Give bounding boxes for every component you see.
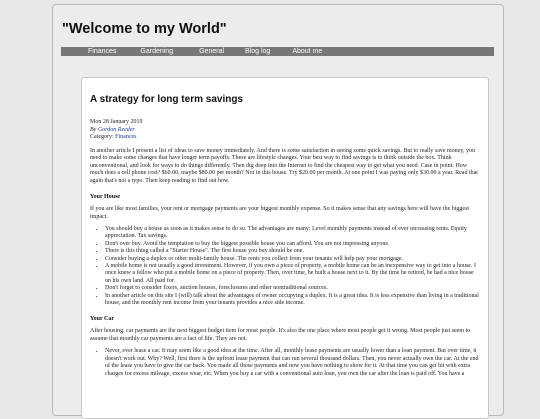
nav-gardening[interactable]: Gardening: [140, 48, 174, 55]
page-container: [52, 4, 504, 416]
by-label: By: [90, 126, 97, 133]
section-heading-car: Your Car: [90, 316, 115, 323]
list-item: • A mobile home is not usually a good investment. However, if you own a piece of property, a mobile home can be an inexpensive way to get into a house. I once knew a fellow who put a mobile home on a piece of property. Then, over time, he built a house next to it. By the time he retired, he had a nice house on his own land. All paid for.: [105, 263, 480, 285]
nav-blog-log[interactable]: Blog log: [245, 48, 271, 55]
section-text-house: If you are like most families, your rent or mortgage payments are your biggest monthly expense. So it makes sense that any savings here will have the biggest impact.: [90, 206, 470, 220]
nav-finances[interactable]: Finances: [88, 48, 117, 55]
list-item: • There is this thing called a "Starter House". The first house you buy should be one.: [105, 248, 480, 255]
list-item: • Never, ever lease a car. It may seem like a good idea at the time. After all, monthly lease payments are usually lower than a loan payment. But over time, it doesn't work out. Why? Well, first there is the upfront lease payment that can run several thousand dollars. Then, you never actually own the car. At the end of the lease you have to give the car back. You made all those payments and now you have nothing to show for it. At that time you can get hit with extra charges for excess mileage, excess wear, etc. When you buy a car with a conventional auto loan, you own the car after the loan is paid off. You have a: [105, 348, 480, 378]
site-title: "Welcome to my World": [62, 21, 227, 37]
post-meta: [90, 119, 480, 142]
nav-general[interactable]: General: [199, 48, 225, 55]
list-item: • Consider buying a duplex or other multi-family house. The rents you collect from your tenants will help pay your mortgage.: [105, 256, 480, 263]
section-text-car: After housing, car payments are the next biggest budget item for most people. It's also the one place where most people get it wrong. Most people just seem to assume that monthly car payments are a fact of life. They are not.: [90, 328, 471, 342]
author-link[interactable]: Gordon Reeder: [97, 126, 135, 133]
car-tips-list: [90, 348, 480, 378]
article-panel: [81, 77, 489, 419]
list-item: • Don't over buy. Avoid the temptation to buy the biggest possible house you can afford. You are not impressing anyone.: [105, 241, 480, 248]
post-title: A strategy for long term savings: [90, 94, 243, 105]
list-item: • In another article on this site I (will) talk about the advantages of owner occupying a duplex. It is a great idea. It is less expensive than living in a traditional house, and the monthly rent income from your tenants provides a nice side income.: [105, 293, 480, 308]
post-date: Mon 28 January 2019: [90, 119, 143, 125]
list-item: • Don't forget to consider fixers, auction houses, foreclosures and other nontraditional sources.: [105, 285, 480, 292]
post-category-line: [90, 134, 480, 142]
intro-paragraph: In another article I present a list of ideas to save money immediately. And there is some satisfaction in seeing some quick savings. But to really save money, you need to make some changes that have longer term payoffs. These are lifestyle changes. Your best way to find savings is to think outside the box. Think unconventional, and look for ways to do things differently. Then dig deep into the Internet to find the cheapest way to get what you need. Case in point: How much does a cell phone cost? $60.00, maybe $80.00 per month? Not in this house. Try $20.00 per month. At one point I was paying only $30.00 a year. Read that again that's not a typo. Then keep reading to find out how.: [90, 147, 478, 184]
main-nav: [61, 47, 494, 56]
post-author-line: [90, 127, 480, 135]
category-label: Category:: [90, 134, 114, 140]
nav-about-me[interactable]: About me: [292, 48, 323, 55]
house-tips-list: [90, 226, 480, 307]
list-item: • You should buy a house as soon as it makes sense to do so. The advantages are many: Level monthly payments instead of ever increasing rents. Equity appreciation. Tax savings.: [105, 226, 480, 241]
category-link[interactable]: Finances: [115, 134, 137, 140]
section-heading-house: Your House: [90, 194, 121, 200]
